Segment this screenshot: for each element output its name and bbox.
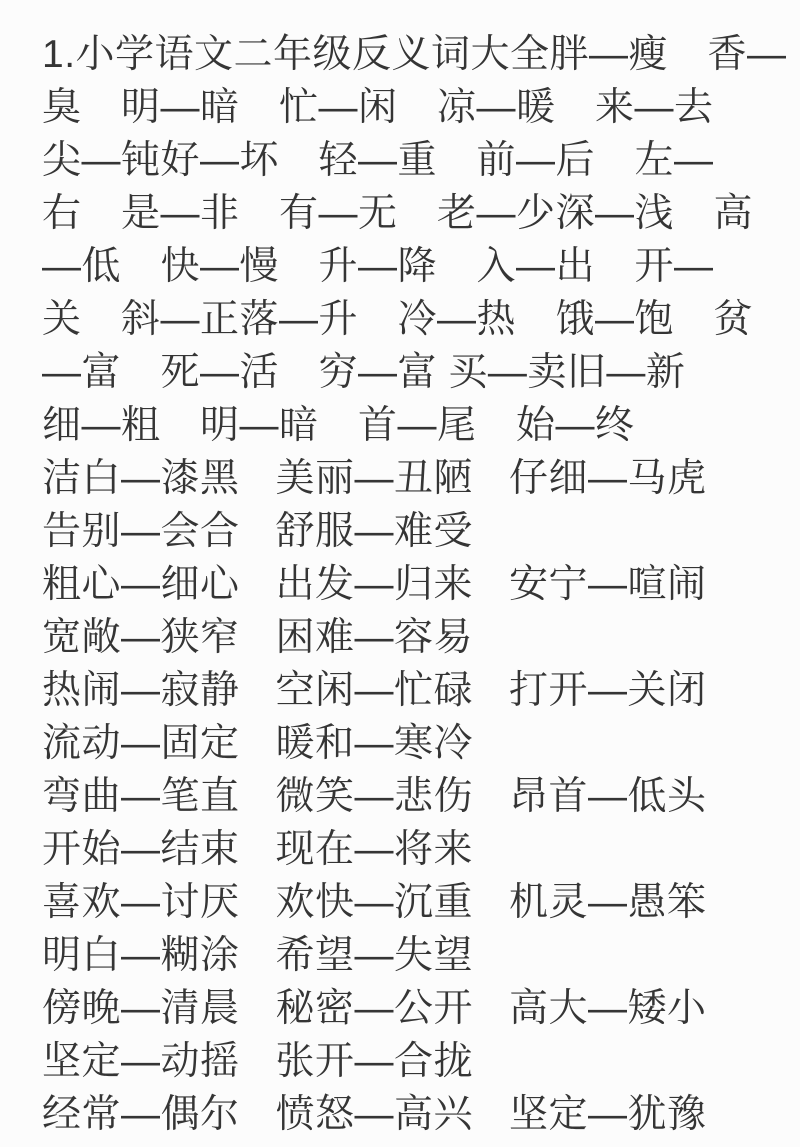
antonym-pair: 告别—会合 bbox=[42, 510, 240, 553]
antonym-pair: 开始—结束 bbox=[42, 828, 240, 871]
antonym-pair: 弯曲—笔直 bbox=[42, 775, 240, 818]
antonym-pair: 秘密—公开 bbox=[275, 987, 474, 1030]
antonym-pair: 张开—合拢 bbox=[275, 1040, 474, 1083]
antonym-pair: 宽敞—狭窄 bbox=[42, 616, 240, 659]
antonym-pair: 现在—将来 bbox=[275, 828, 474, 871]
text-line-15 bbox=[42, 770, 760, 823]
antonym-pair: 喜欢—讨厌 bbox=[42, 881, 240, 924]
antonym-pair: 微笑—悲伤 bbox=[275, 775, 474, 818]
text-line-11 bbox=[42, 558, 760, 611]
antonym-pair: 热闹—寂静 bbox=[42, 669, 240, 712]
text-line-content: 细—粗 明—暗 首—尾 始—终 bbox=[42, 404, 635, 447]
text-line-20 bbox=[42, 1035, 760, 1088]
antonym-pair: 愤怒—高兴 bbox=[275, 1093, 474, 1136]
antonym-pair: 美丽—丑陋 bbox=[275, 457, 474, 500]
text-line-content: 1.小学语文二年级反义词大全胖—瘦 香— bbox=[42, 33, 787, 76]
text-line-9 bbox=[42, 452, 760, 505]
antonym-pair: 困难—容易 bbox=[275, 616, 474, 659]
antonym-pair: 打开—关闭 bbox=[509, 669, 707, 712]
text-line-1 bbox=[42, 28, 787, 81]
antonym-pair: 机灵—愚笨 bbox=[509, 881, 707, 924]
text-line-content: 右 是—非 有—无 老—少深—浅 高 bbox=[42, 192, 754, 235]
antonym-list bbox=[42, 28, 787, 1141]
antonym-pair: 希望—失望 bbox=[275, 934, 474, 977]
text-line-2 bbox=[42, 81, 760, 134]
text-line-17 bbox=[42, 876, 760, 929]
antonym-pair: 流动—固定 bbox=[42, 722, 240, 765]
antonym-pair: 坚定—动摇 bbox=[42, 1040, 240, 1083]
text-line-21 bbox=[42, 1088, 760, 1141]
text-line-5 bbox=[42, 240, 760, 293]
text-line-content: 关 斜—正落—升 冷—热 饿—饱 贫 bbox=[42, 298, 754, 341]
text-line-7 bbox=[42, 346, 760, 399]
text-line-10 bbox=[42, 505, 760, 558]
text-line-4 bbox=[42, 187, 760, 240]
text-line-16 bbox=[42, 823, 760, 876]
antonym-pair: 舒服—难受 bbox=[275, 510, 474, 553]
text-line-18 bbox=[42, 929, 760, 982]
text-line-8 bbox=[42, 399, 760, 452]
antonym-pair: 昂首—低头 bbox=[509, 775, 707, 818]
antonym-pair: 空闲—忙碌 bbox=[275, 669, 474, 712]
text-line-content: —低 快—慢 升—降 入—出 开— bbox=[42, 245, 714, 288]
antonym-pair: 明白—糊涂 bbox=[42, 934, 240, 977]
antonym-pair: 洁白—漆黑 bbox=[42, 457, 240, 500]
antonym-pair: 安宁—喧闹 bbox=[509, 563, 707, 606]
antonym-pair: 仔细—马虎 bbox=[509, 457, 707, 500]
text-line-13 bbox=[42, 664, 760, 717]
text-line-content: 尖—钝好—坏 轻—重 前—后 左— bbox=[42, 139, 714, 182]
antonym-pair: 粗心—细心 bbox=[42, 563, 240, 606]
antonym-pair: 傍晚—清晨 bbox=[42, 987, 240, 1030]
text-line-19 bbox=[42, 982, 760, 1035]
antonym-pair: 坚定—犹豫 bbox=[509, 1093, 707, 1136]
antonym-pair: 经常—偶尔 bbox=[42, 1093, 240, 1136]
antonym-pair: 出发—归来 bbox=[275, 563, 474, 606]
text-line-12 bbox=[42, 611, 760, 664]
text-line-3 bbox=[42, 134, 760, 187]
antonym-pair: 高大—矮小 bbox=[509, 987, 707, 1030]
antonym-pair: 暖和—寒冷 bbox=[275, 722, 474, 765]
text-line-content: 臭 明—暗 忙—闲 凉—暖 来—去 bbox=[42, 86, 714, 129]
text-line-6 bbox=[42, 293, 760, 346]
antonym-pair: 欢快—沉重 bbox=[275, 881, 474, 924]
text-line-content: —富 死—活 穷—富 买—卖旧—新 bbox=[42, 351, 686, 394]
text-line-14 bbox=[42, 717, 760, 770]
